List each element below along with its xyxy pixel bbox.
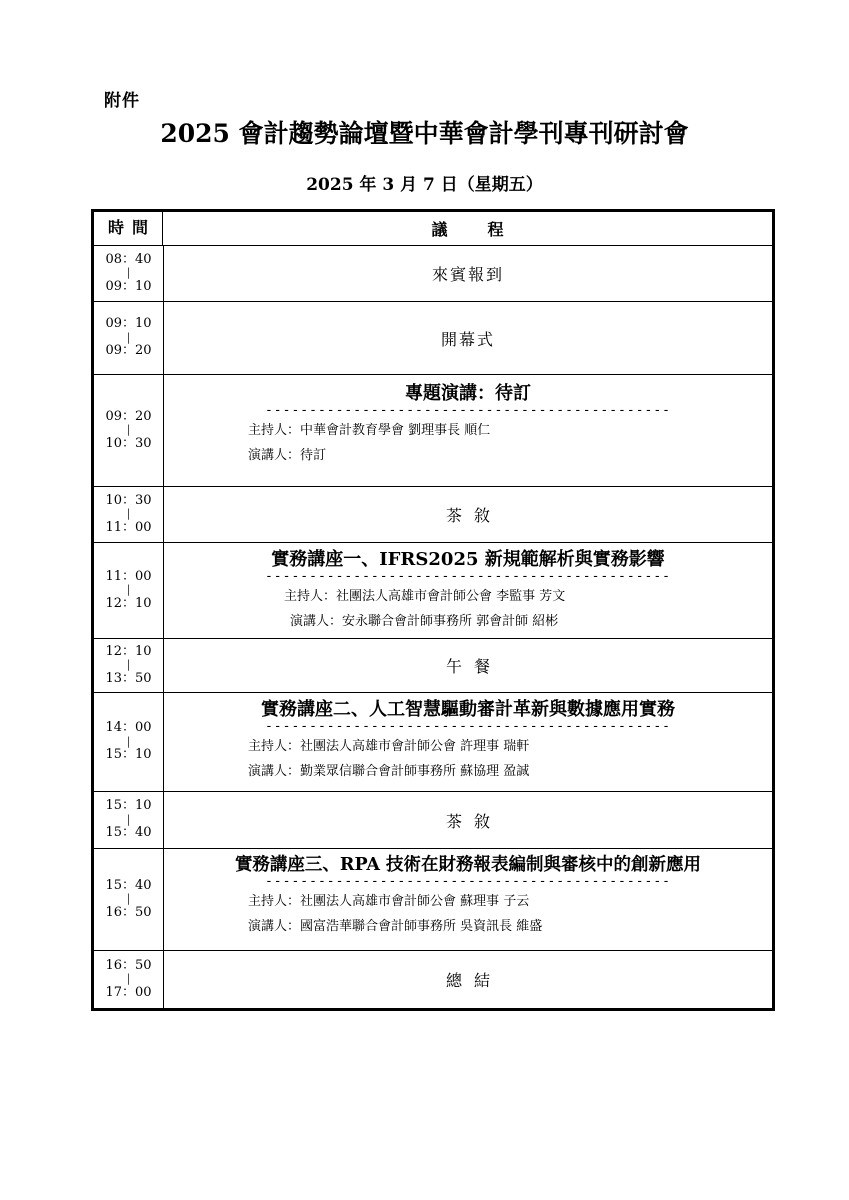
time-separator: | bbox=[126, 734, 131, 748]
session-content bbox=[164, 375, 772, 486]
agenda-row bbox=[94, 639, 772, 693]
time-cell bbox=[94, 951, 164, 1008]
host-line: 主持人：社團法人高雄市會計師公會 李監事 芳文 bbox=[284, 589, 566, 604]
agenda-row bbox=[94, 487, 772, 543]
time-separator: | bbox=[126, 972, 131, 986]
agenda-item-label: 茶敘 bbox=[445, 811, 502, 831]
agenda-item-label: 午餐 bbox=[445, 657, 502, 676]
time-cell bbox=[94, 487, 164, 542]
time-cell bbox=[94, 246, 164, 301]
attachment-label: 附件 bbox=[104, 91, 140, 111]
time-separator: | bbox=[126, 583, 131, 597]
end-time: 09：10 bbox=[105, 278, 152, 294]
end-time: 17：00 bbox=[105, 984, 152, 1000]
end-time: 13：50 bbox=[105, 670, 152, 686]
agenda-row bbox=[94, 951, 772, 1008]
end-time: 16：50 bbox=[105, 904, 152, 920]
end-time: 15：10 bbox=[105, 747, 152, 763]
agenda-row bbox=[94, 792, 772, 849]
event-date: 2025 年 3 月 7 日（星期五） bbox=[306, 175, 543, 195]
host-line: 主持人：社團法人高雄市會計師公會 許理事 瑞軒 bbox=[248, 739, 530, 754]
session-title: 專題演講：待訂 bbox=[405, 383, 531, 404]
table-header-row bbox=[94, 212, 772, 246]
time-cell bbox=[94, 543, 164, 638]
time-separator: | bbox=[126, 507, 131, 521]
speaker-line: 演講人：安永聯合會計師事務所 郭會計師 紹彬 bbox=[290, 613, 559, 629]
agenda-item-label: 開幕式 bbox=[440, 329, 495, 349]
dashed-divider: ---------------------------------------------- bbox=[264, 721, 672, 733]
dashed-divider: ---------------------------------------------- bbox=[264, 405, 672, 417]
start-time: 09：10 bbox=[105, 316, 152, 332]
end-time: 10：30 bbox=[105, 435, 152, 451]
host-line: 主持人：中華會計教育學會 劉理事長 順仁 bbox=[248, 423, 491, 438]
time-cell bbox=[94, 849, 164, 950]
time-cell bbox=[94, 302, 164, 374]
agenda-row bbox=[94, 849, 772, 951]
agenda-row bbox=[94, 543, 772, 639]
start-time: 10：30 bbox=[105, 492, 152, 508]
time-column-header: 時間 bbox=[94, 212, 163, 245]
time-separator: | bbox=[126, 658, 131, 672]
time-cell bbox=[94, 375, 164, 486]
agenda-row bbox=[94, 246, 772, 302]
agenda-table bbox=[91, 209, 775, 1011]
start-time: 15：10 bbox=[105, 798, 152, 814]
time-separator: | bbox=[126, 423, 131, 437]
agenda-row bbox=[94, 375, 772, 487]
time-separator: | bbox=[126, 892, 131, 906]
time-separator: | bbox=[126, 330, 131, 344]
agenda-item-label: 茶敘 bbox=[445, 506, 502, 525]
end-time: 11：00 bbox=[105, 519, 152, 535]
speaker-line: 演講人：國富浩華聯合會計師事務所 吳資訊長 維盛 bbox=[248, 918, 543, 934]
time-cell bbox=[94, 639, 164, 692]
end-time: 12：10 bbox=[105, 595, 152, 611]
agenda-row bbox=[94, 693, 772, 792]
agenda-item-label: 來賓報到 bbox=[431, 265, 504, 284]
speaker-line: 演講人：待訂 bbox=[248, 447, 327, 463]
agenda-item-label: 總結 bbox=[445, 971, 502, 990]
session-title: 實務講座三、RPA 技術在財務報表編制與審核中的創新應用 bbox=[234, 855, 702, 875]
start-time: 15：40 bbox=[105, 877, 152, 893]
session-content bbox=[164, 543, 772, 638]
session-title: 實務講座一、IFRS2025 新規範解析與實務影響 bbox=[271, 549, 665, 570]
time-separator: | bbox=[126, 266, 131, 280]
start-time: 09：20 bbox=[105, 408, 152, 424]
dashed-divider: ---------------------------------------------- bbox=[264, 876, 672, 888]
end-time: 09：20 bbox=[105, 343, 152, 359]
time-separator: | bbox=[126, 812, 131, 826]
time-cell bbox=[94, 792, 164, 848]
agenda-column-header: 議程 bbox=[431, 220, 544, 239]
session-title: 實務講座二、人工智慧驅動審計革新與數據應用實務 bbox=[261, 699, 675, 720]
speaker-line: 演講人：勤業眾信聯合會計師事務所 蘇協理 盈誠 bbox=[248, 763, 530, 779]
start-time: 14：00 bbox=[105, 720, 152, 736]
host-line: 主持人：社團法人高雄市會計師公會 蘇理事 子云 bbox=[248, 894, 530, 909]
dashed-divider: ---------------------------------------------- bbox=[264, 571, 672, 583]
start-time: 08：40 bbox=[105, 251, 152, 267]
start-time: 16：50 bbox=[105, 957, 152, 973]
document-title: 2025 會計趨勢論壇暨中華會計學刊專刊研討會 bbox=[160, 119, 689, 148]
agenda-row bbox=[94, 302, 772, 375]
session-content bbox=[164, 693, 772, 791]
session-content bbox=[164, 849, 772, 950]
start-time: 11：00 bbox=[105, 568, 152, 584]
time-cell bbox=[94, 693, 164, 791]
start-time: 12：10 bbox=[105, 643, 152, 659]
end-time: 15：40 bbox=[105, 825, 152, 841]
